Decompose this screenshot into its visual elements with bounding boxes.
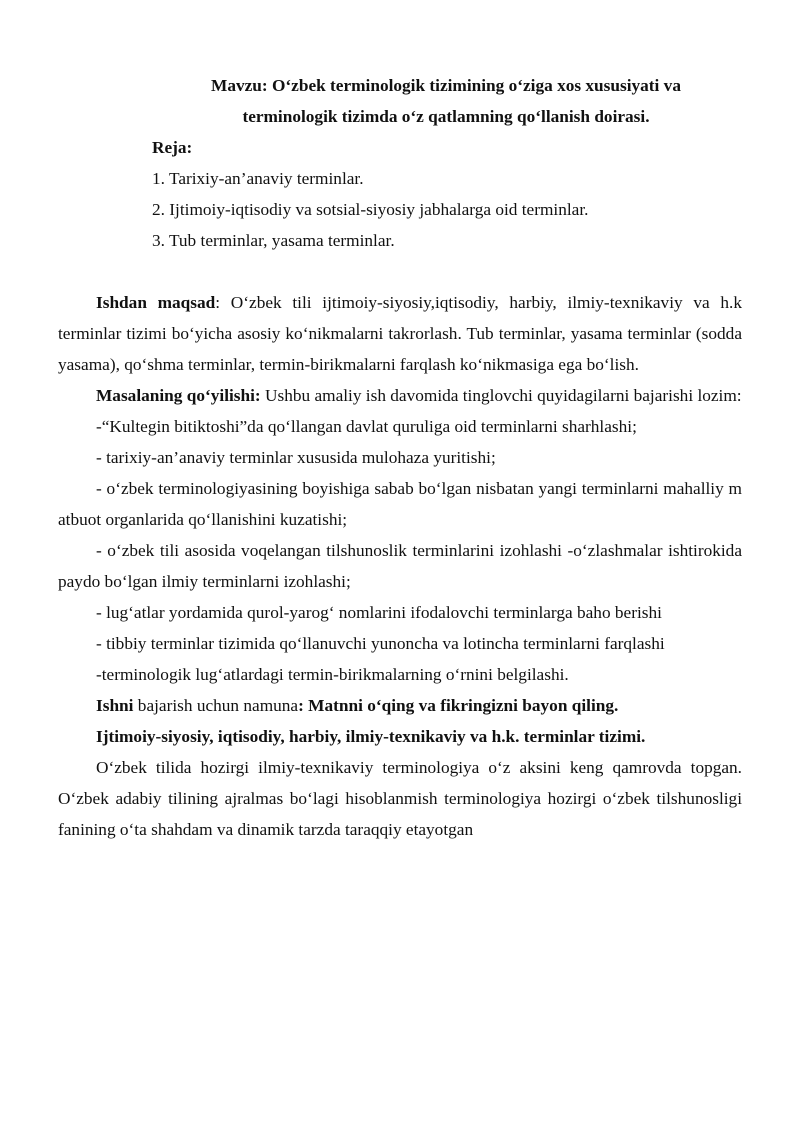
title-line-1: Mavzu: O‘zbek terminologik tizimining o‘ziga xos xususiyati va [211, 76, 681, 95]
plan-item-2: 2. Ijtimoiy-iqtisodiy va sotsial-siyosiy jabhalarga oid terminlar. [152, 200, 589, 219]
plan-item-1: 1. Tarixiy-an’anaviy terminlar. [152, 169, 364, 188]
plan-heading: Reja: [152, 138, 193, 157]
spacer [114, 256, 742, 287]
title-line-2: terminologik tizimda o‘z qatlamning qo‘llanish doirasi. [242, 107, 650, 126]
task-item-4: - o‘zbek tili asosida voqelangan tilshunoslik terminlarini izohlashi -o‘zlashmalar ishtirokida paydo bo‘lgan ilmiy terminlarni izohlashi; [58, 541, 742, 591]
task-text: Ushbu amaliy ish davomida tinglovchi quyidagilarni bajarishi lozim: [260, 386, 742, 405]
task-item-1: -“Kultegin bitiktoshi”da qo‘llangan davlat quruliga oid terminlarni sharhlashi; [96, 417, 637, 436]
sample-text: bajarish uchun namuna [133, 696, 299, 715]
document-title [114, 70, 742, 132]
task-item-3: - o‘zbek terminologiyasining boyishiga sabab bo‘lgan nisbatan yangi terminlarni mahalliy m atbuot organlarida qo‘llanishini kuzatishi; [58, 479, 742, 529]
task-paragraph [58, 380, 742, 411]
task-item-5: - lug‘atlar yordamida qurol-yarog‘ nomlarini ifodalovchi terminlarga baho berishi [96, 603, 662, 622]
sample-paragraph [58, 690, 742, 721]
goal-paragraph [58, 287, 742, 380]
goal-label: Ishdan maqsad [96, 293, 216, 312]
task-item-7: -terminologik lug‘atlardagi termin-birikmalarning o‘rnini belgilashi. [96, 665, 569, 684]
section-heading: Ijtimoiy-siyosiy, iqtisodiy, harbiy, ilmiy-texnikaviy va h.k. terminlar tizimi. [96, 727, 646, 746]
goal-text: : O‘zbek tili ijtimoiy-siyosiy,iqtisodiy, harbiy, ilmiy-texnikaviy va h.k terminlar tizimi bo‘yicha asosiy ko‘nikmalarni takrorlash. Tub terminlar, yasama terminlar (sodda yasama), qo‘shma terminlar, termin-birikmalarni farqlash ko‘nikmasiga ega bo‘lish. [58, 293, 742, 374]
plan-item-3: 3. Tub terminlar, yasama terminlar. [152, 231, 395, 250]
sample-label: Ishni [96, 696, 134, 715]
section-paragraph: O‘zbek tilida hozirgi ilmiy-texnikaviy terminologiya o‘z aksini keng qamrovda topgan. O‘zbek adabiy tilining ajralmas bo‘lagi hisoblanmish terminologiya hozirgi o‘zbek tilshunosligi fanining o‘ta shahdam va dinamik tarzda taraqqiy etayotgan [58, 758, 742, 839]
sample-bold-tail: : Matnni o‘qing va fikringizni bayon qiling. [298, 696, 619, 715]
task-item-6: - tibbiy terminlar tizimida qo‘llanuvchi yunoncha va lotincha terminlarni farqlashi [96, 634, 665, 653]
task-label: Masalaning qo‘yilishi: [96, 386, 261, 405]
task-item-2: - tarixiy-an’anaviy terminlar xususida mulohaza yuritishi; [96, 448, 496, 467]
